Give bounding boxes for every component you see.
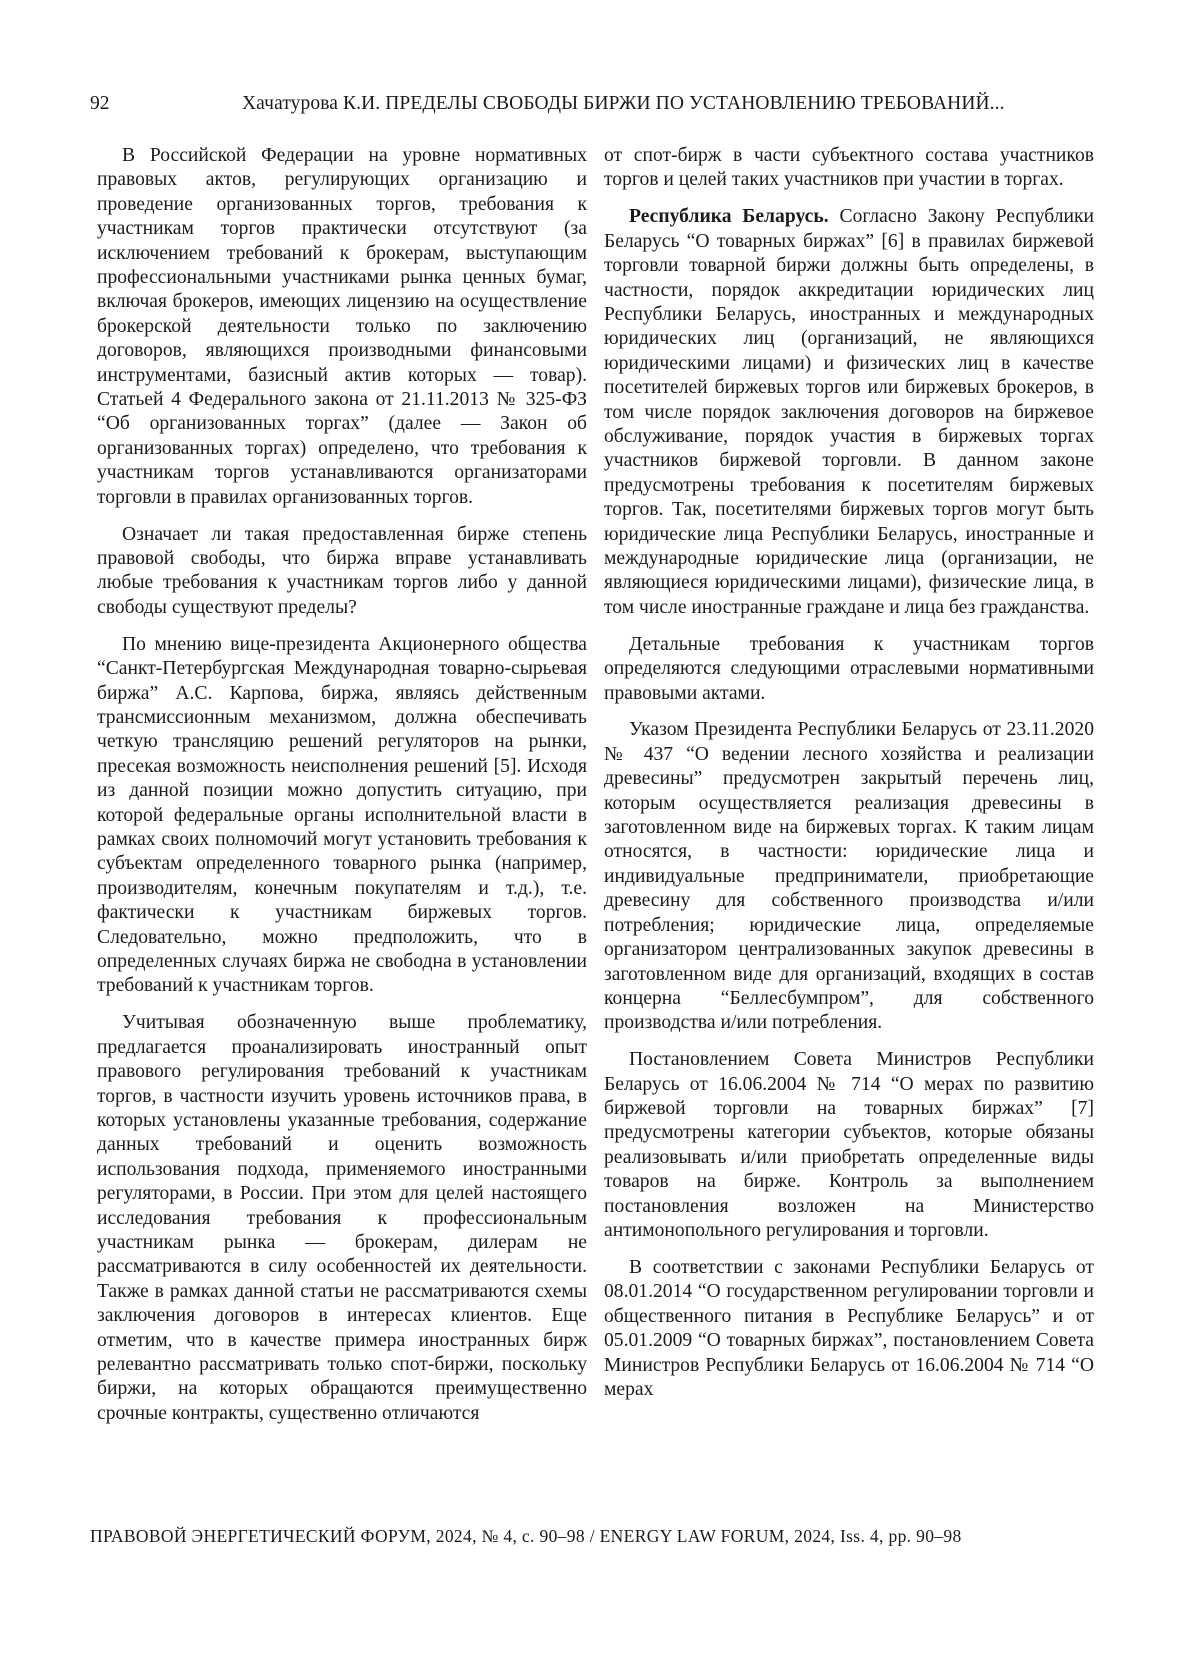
paragraph [604, 205, 1094, 620]
section-heading: Республика Беларусь. [629, 206, 829, 228]
page-footer: ПРАВОВОЙ ЭНЕРГЕТИЧЕСКИЙ ФОРУМ, 2024, № 4, с. 90–98 / ENERGY LAW FORUM, 2024, Iss. 4, pp. 90–98 [90, 1526, 962, 1546]
right-column [604, 144, 1094, 1415]
paragraph: По мнению вице-президента Акционерного общества “Санкт-Петербургская Международная товарно-сырьевая биржа” А.С. Карпова, биржа, являясь действенным трансмиссионным механизмом, должна обеспечивать четкую трансляцию решений регуляторов на рынки, пресекая возможность неисполнения решений [5]. Исходя из данной позиции можно допустить ситуацию, при которой федеральные органы исполнительной власти в рамках своих полномочий могут установить требования к субъектам определенного товарного рынка (например, производителям, конечным покупателям и т.д.), т.е. фактически к участникам биржевых торгов. Следовательно, можно предположить, что в определенных случаях биржа не свободна в установлении требований к участникам торгов. [97, 633, 587, 997]
paragraph-text: Согласно Закону Республики Беларусь “О товарных биржах” [6] в правилах биржевой торговли товарной биржи должны быть определены, в частности, порядок аккредитации юридических лиц Республики Беларусь, иностранных и международных юридических лиц (организаций, не являющихся юридическими лицами) и физических лиц в качестве посетителей биржевых торгов или биржевых брокеров, в том числе порядок заключения договоров на биржевое обслуживание, порядок участия в биржевых торгах участников биржевой торговли. В данном законе предусмотрены требования к посетителям биржевых торгов. Так, посетителями биржевых торгов могут быть юридические лица Республики Беларусь, иностранные и международные юридические лица (организации, не являющиеся юридическими лицами), физические лица, в том числе иностранные граждане и лица без гражданства. [604, 206, 1094, 618]
paragraph: Постановлением Совета Министров Республики Беларусь от 16.06.2004 № 714 “О мерах по развитию биржевой торговли на товарных биржах” [7] предусмотрены категории субъектов, которые обязаны реализовывать и/или приобретать определенные виды товаров на бирже. Контроль за выполнением постановления возложен на Министерство антимонопольного регулирования и торговли. [604, 1049, 1094, 1242]
left-column [97, 144, 587, 1439]
paragraph: В Российской Федерации на уровне нормативных правовых актов, регулирующих организацию и проведение организованных торгов, требования к участникам торгов практически отсутствуют (за исключением требований к брокерам, выступающим профессиональными участниками рынка ценных бумаг, включая брокеров, имеющих лицензию на осуществление брокерской деятельности только по заключению договоров, являющихся производными финансовыми инструментами, базисный актив которых — товар). Статьей 4 Федерального закона от 21.11.2013 № 325-ФЗ “Об организованных торгах” (далее — Закон об организованных торгах) определено, что требования к участникам торгов устанавливаются организаторами торговли в правилах организованных торгов. [97, 145, 587, 508]
page-number: 92 [90, 93, 110, 114]
paragraph: Учитывая обозначенную выше проблематику, предлагается проанализировать иностранный опыт правового регулирования требований к участникам торгов, в частности изучить уровень источников права, в которых установлены указанные требования, содержание данных требований и оценить возможность использования подхода, применяемого иностранными регуляторами, в России. При этом для целей настоящего исследования требования к профессиональным участникам рынка — брокерам, дилерам не рассматриваются в силу особенностей их деятельности. Также в рамках данной статьи не рассматриваются схемы заключения договоров в интересах клиентов. Еще отметим, что в качестве примера иностранных бирж релевантно рассматривать только спот-биржи, поскольку биржи, на которых обращаются преимущественно срочные контракты, существенно отличаются [97, 1012, 587, 1424]
paragraph: Детальные требования к участникам торгов определяются следующими отраслевыми нормативными правовыми актами. [604, 633, 1094, 704]
paragraph: Указом Президента Республики Беларусь от 23.11.2020 № 437 “О ведении лесного хозяйства и реализации древесины” предусмотрен закрытый перечень лиц, которым осуществляется реализация древесины в заготовленном виде на биржевых торгах. К таким лицам относятся, в частности: юридические лица и индивидуальные предприниматели, приобретающие древесину для собственного производства и/или потребления; юридические лица, определяемые организатором централизованных закупок древесины в заготовленном виде для организаций, входящих в состав концерна “Беллесбумпром”, для собственного производства и/или потребления. [604, 719, 1094, 1034]
running-title: Хачатурова К.И. ПРЕДЕЛЫ СВОБОДЫ БИРЖИ ПО УСТАНОВЛЕНИЮ ТРЕБОВАНИЙ... [242, 93, 1005, 114]
paragraph: В соответствии с законами Республики Беларусь от 08.01.2014 “О государственном регулировании торговли и общественного питания в Республике Беларусь” и от 05.01.2009 “О товарных биржах”, постановлением Совета Министров Республики Беларусь от 16.06.2004 № 714 “О мерах [604, 1256, 1094, 1400]
page-header [90, 93, 1100, 123]
paragraph: от спот-бирж в части субъектного состава участников торгов и целей таких участников при участии в торгах. [604, 145, 1094, 191]
paragraph: Означает ли такая предоставленная бирже степень правовой свободы, что биржа вправе устанавливать любые требования к участникам торгов либо у данной свободы существуют пределы? [97, 523, 587, 618]
